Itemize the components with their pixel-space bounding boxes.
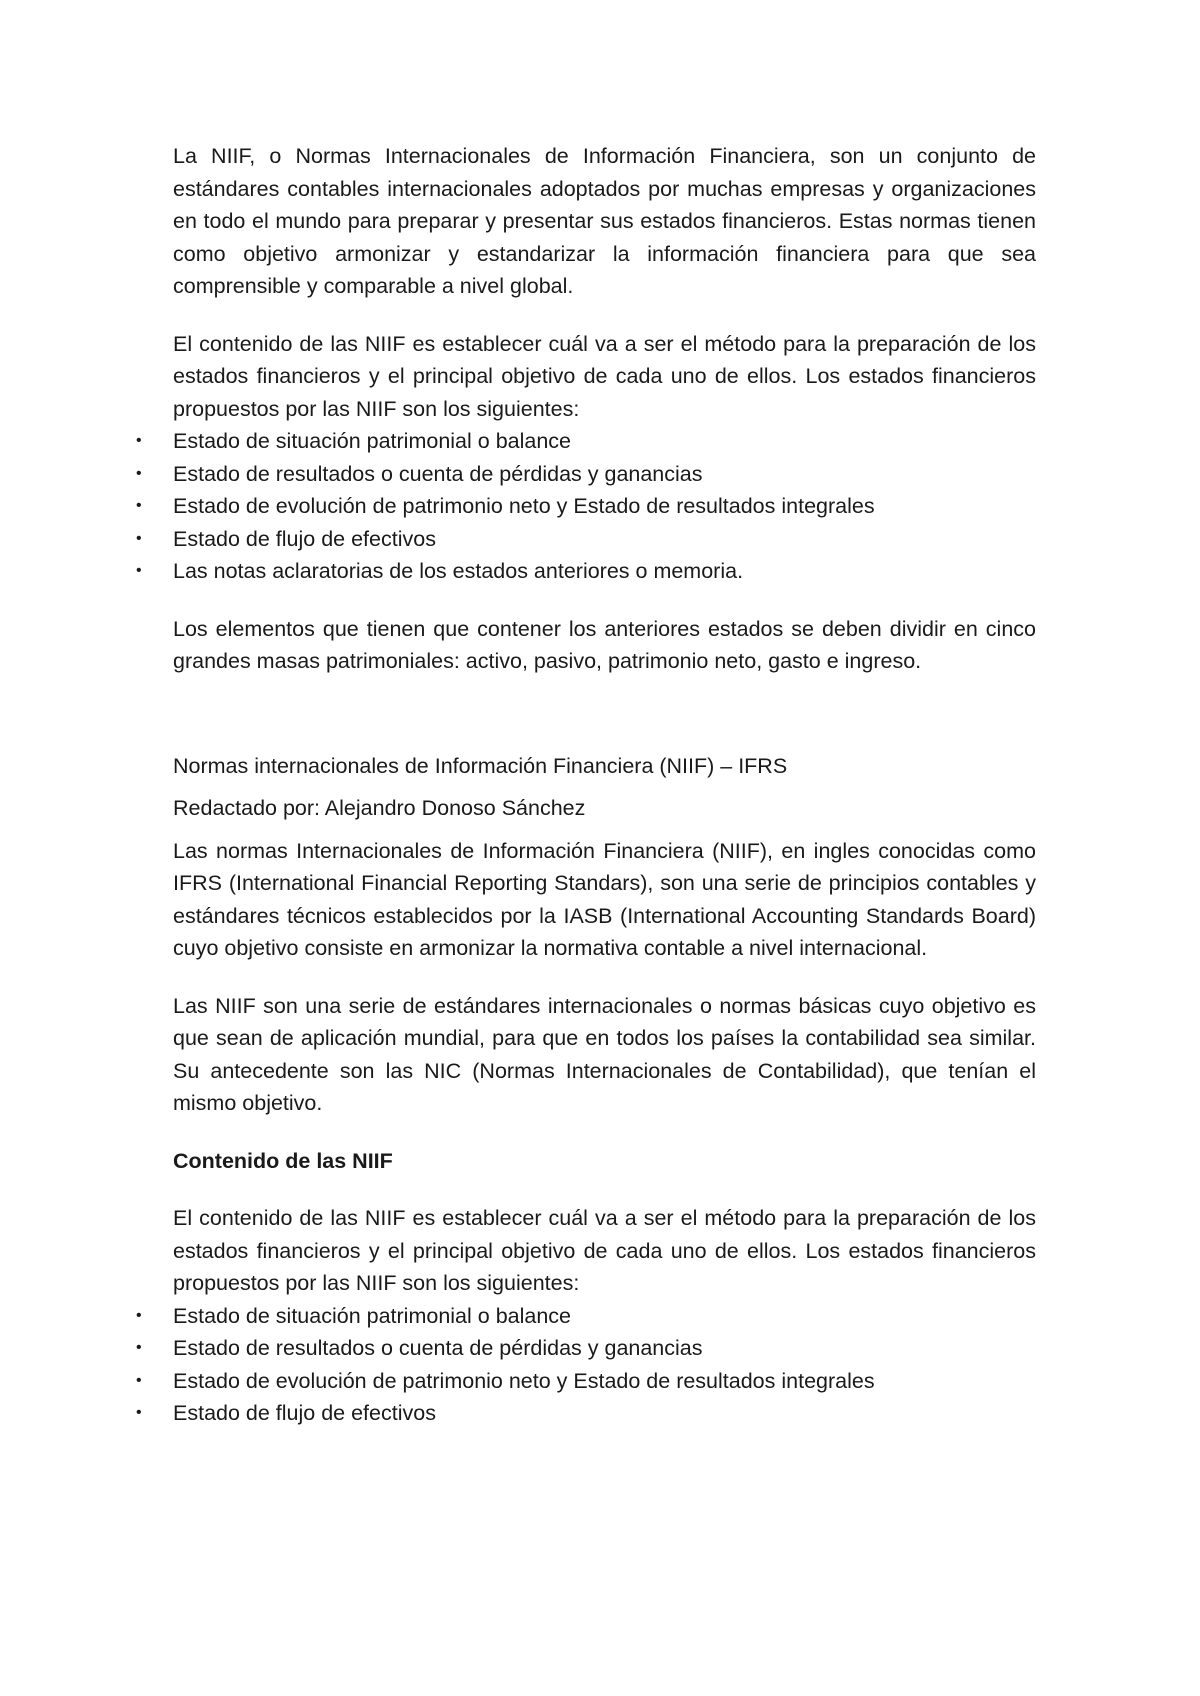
bullet-icon: • (136, 464, 142, 482)
bullet-icon: • (136, 432, 142, 449)
section-heading: Contenido de las NIIF (173, 1148, 393, 1173)
list-item: • Estado de evolución de patrimonio neto y Estado de resultados integrales (173, 1365, 1036, 1398)
document-title: Normas internacionales de Información Financiera (NIIF) – IFRS (173, 753, 788, 778)
bullet-icon: • (136, 497, 142, 514)
bullet-icon: • (136, 1306, 142, 1324)
list-item: • Estado de situación patrimonial o balance (173, 425, 1036, 458)
list-item: • Estado de resultados o cuenta de pérdidas y ganancias (173, 458, 1036, 491)
list-item: • Estado de flujo de efectivos (173, 1397, 1036, 1430)
bullet-icon: • (136, 529, 142, 547)
document-page (136, 140, 1036, 1430)
list-item: • Estado de situación patrimonial o balance (173, 1300, 1036, 1333)
list-item: • Estado de evolución de patrimonio neto y Estado de resultados integrales (173, 490, 1036, 523)
intro-paragraph: La NIIF, o Normas Internacionales de Información Financiera, son un conjunto de estándares contables internacionales adoptados por muchas empresas y organizaciones en todo el mundo para preparar y presentar sus estados financieros. Estas normas tienen como objetivo armonizar y estandarizar la información financiera para que sea comprensible y comparable a nivel global. (173, 144, 1036, 298)
contenido-paragraph: El contenido de las NIIF es establecer cuál va a ser el método para la preparación de los estados financieros y el principal objetivo de cada uno de ellos. Los estados financieros propuestos por las NIIF son los siguientes: (173, 331, 1036, 421)
estados-list-2 (136, 1300, 1036, 1430)
contenido-paragraph-2: El contenido de las NIIF es establecer cuál va a ser el método para la preparación de los estados financieros y el principal objetivo de cada uno de ellos. Los estados financieros propuestos por las NIIF son los siguientes: (173, 1206, 1036, 1295)
list-item: • Estado de flujo de efectivos (173, 523, 1036, 556)
estados-list (136, 425, 1036, 588)
list-item: • Estado de resultados o cuenta de pérdidas y ganancias (173, 1332, 1036, 1365)
bullet-icon: • (136, 1404, 142, 1421)
list-item: • Las notas aclaratorias de los estados anteriores o memoria. (173, 555, 1036, 588)
bullet-icon: • (136, 562, 142, 579)
elementos-paragraph: Los elementos que tienen que contener los anteriores estados se deben dividir en cinco grandes masas patrimoniales: activo, pasivo, patrimonio neto, gasto e ingreso. (173, 616, 1036, 673)
niif-objective-paragraph: Las NIIF son una serie de estándares internacionales o normas básicas cuyo objetivo es que sean de aplicación mundial, para que en todos los países la contabilidad sea similar. Su antecedente son las NIC (Normas Internacionales de Contabilidad), que tenían el mismo objetivo. (173, 993, 1036, 1115)
bullet-icon: • (136, 1371, 142, 1389)
bullet-icon: • (136, 1339, 142, 1356)
author-line: Redactado por: Alejandro Donoso Sánchez (173, 796, 586, 820)
niif-definition-paragraph: Las normas Internacionales de Información Financiera (NIIF), en ingles conocidas como IFRS (International Financial Reporting Standars), son una serie de principios contables y estándares técnicos establecidos por la IASB (International Accounting Standards Board) cuyo objetivo consiste en armonizar la normativa contable a nivel internacional. (173, 838, 1036, 960)
